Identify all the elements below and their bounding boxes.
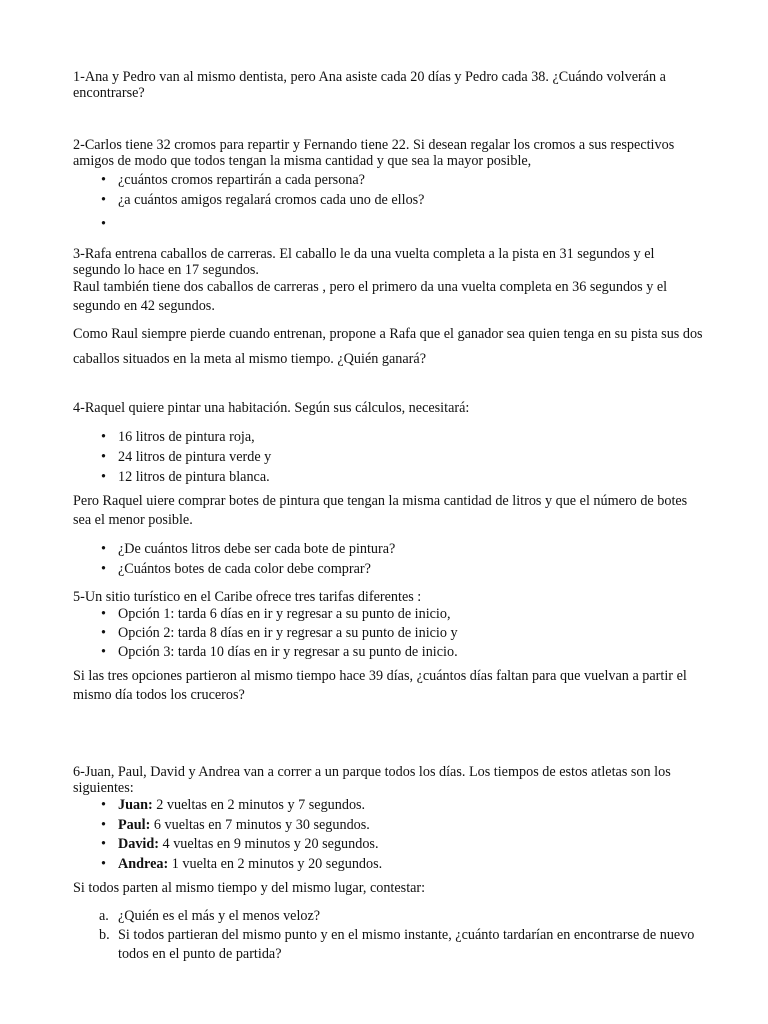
list-item: • Opción 2: tarda 8 días en ir y regresar a su punto de inicio y: [73, 624, 703, 643]
question-item: [73, 907, 703, 926]
problem-2-text: 2-Carlos tiene 32 cromos para repartir y Fernando tiene 22. Si desean regalar los cromos a sus respectivos amigos de modo que todos tengan la misma cantidad y que sea la mayor posible,: [73, 137, 675, 169]
athlete-item: [73, 855, 703, 875]
problem-6-athletes: [73, 796, 703, 874]
problem-4-items: [73, 427, 703, 487]
athlete-name: Paul:: [118, 816, 151, 833]
athlete-time: 1 vuelta en 2 minutos y 20 segundos.: [168, 855, 383, 872]
problem-1: [73, 69, 703, 101]
athlete-time: 4 vueltas en 9 minutos y 20 segundos.: [159, 836, 379, 852]
list-item: • ¿Cuántos botes de cada color debe comprar?: [73, 559, 703, 579]
bullet-item: • ¿cuántos cromos repartirán a cada persona?: [73, 172, 703, 188]
problem-6-intro: 6-Juan, Paul, David y Andrea van a correr a un parque todos los días. Los tiempos de estos atletas son los siguientes:: [73, 764, 671, 796]
problem-4-text: Pero Raquel uiere comprar botes de pintura que tengan la misma cantidad de litros y que el número de botes sea el menor posible.: [73, 493, 688, 528]
problem-6: [73, 764, 703, 964]
problem-5-options: [73, 605, 703, 662]
problem-2: [73, 137, 703, 232]
athlete-name: Andrea:: [118, 855, 169, 872]
problem-6-questions: [73, 907, 703, 964]
bullet-item: • ¿a cuántos amigos regalará cromos cada uno de ellos?: [73, 192, 703, 208]
question-item: [73, 926, 703, 964]
problem-4-questions: [73, 539, 703, 579]
athlete-item: [73, 796, 703, 816]
problem-3-text-3: Como Raul siempre pierde cuando entrenan, propone a Rafa que el ganador sea quien tenga en su pista sus dos caballos situados en la meta al mismo tiempo. ¿Quién ganará?: [73, 326, 703, 367]
problem-5-text: Si las tres opciones partieron al mismo tiempo hace 39 días, ¿cuántos días faltan para que vuelvan a partir el mismo día todos los cruceros?: [73, 668, 687, 703]
list-item: • ¿De cuántos litros debe ser cada bote de pintura?: [73, 539, 703, 559]
problem-3-text-2: Raul también tiene dos caballos de carreras , pero el primero da una vuelta completa en 36 segundos y el segundo en 42 segundos.: [73, 279, 668, 314]
athlete-item: [73, 816, 703, 836]
list-item: • Opción 3: tarda 10 días en ir y regresar a su punto de inicio.: [73, 643, 703, 662]
athlete-name: Juan:: [118, 797, 153, 813]
athlete-time: 2 vueltas en 2 minutos y 7 segundos.: [152, 797, 366, 813]
problem-5-intro: 5-Un sitio turístico en el Caribe ofrece tres tarifas diferentes :: [73, 589, 422, 605]
question-text: ¿Quién es el más y el menos veloz?: [118, 908, 321, 924]
question-marker: a.: [99, 908, 109, 924]
list-item: • Opción 1: tarda 6 días en ir y regresar a su punto de inicio,: [73, 605, 703, 624]
problem-6-text: Si todos parten al mismo tiempo y del mismo lugar, contestar:: [73, 880, 426, 896]
athlete-item: [73, 835, 703, 855]
athlete-name: David:: [118, 836, 159, 852]
bullet-item: [73, 216, 703, 232]
problem-3: [73, 246, 703, 372]
problem-5: [73, 589, 703, 705]
question-marker: b.: [99, 927, 110, 943]
problem-4-intro: 4-Raquel quiere pintar una habitación. Según sus cálculos, necesitará:: [73, 400, 470, 416]
question-text: Si todos partieran del mismo punto y en el mismo instante, ¿cuánto tardarían en encontrarse de nuevo todos en el punto de partida?: [118, 927, 695, 962]
problem-4: [73, 400, 703, 579]
problem-1-text: 1-Ana y Pedro van al mismo dentista, pero Ana asiste cada 20 días y Pedro cada 38. ¿Cuándo volverán a encontrarse?: [73, 69, 666, 101]
athlete-time: 6 vueltas en 7 minutos y 30 segundos.: [150, 816, 370, 833]
list-item: • 24 litros de pintura verde y: [73, 447, 703, 467]
list-item: • 12 litros de pintura blanca.: [73, 467, 703, 487]
problem-3-text-1: 3-Rafa entrena caballos de carreras. El caballo le da una vuelta completa a la pista en 31 segundos y el segundo lo hace en 17 segundos.: [73, 246, 655, 278]
problem-2-bullets: [73, 172, 703, 232]
list-item: • 16 litros de pintura roja,: [73, 427, 703, 447]
